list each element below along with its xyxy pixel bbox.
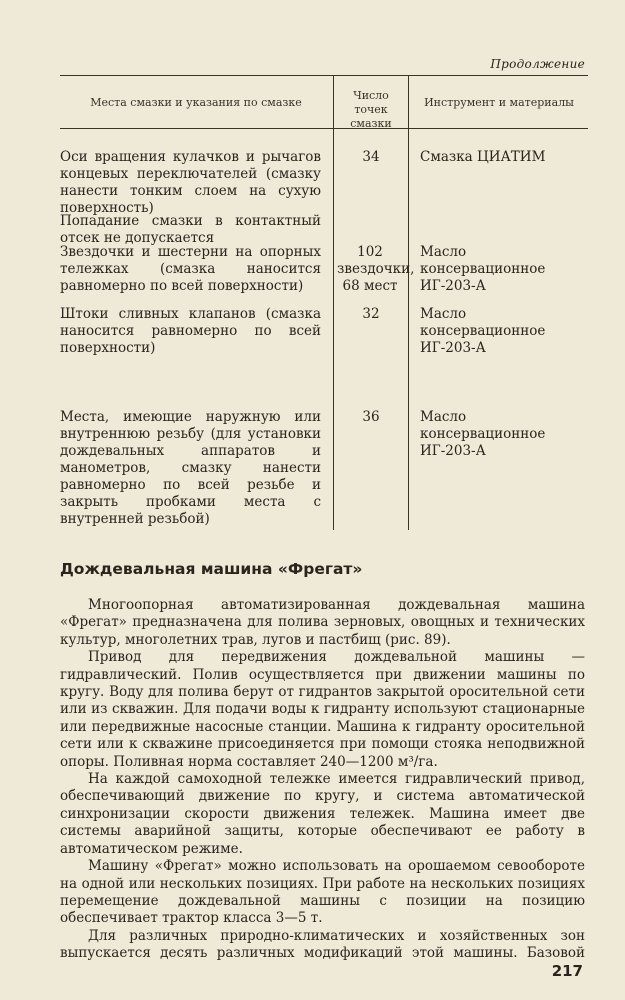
paragraph-5: Для различных природно-климатических и хозяйственных зон выпускается десять различных модификаций этой машины. Базовой	[60, 927, 585, 962]
row-5-tool: Масло консервационное ИГ-203-А	[420, 409, 546, 459]
row-3-tool: Масло консервационное ИГ-203-А	[420, 244, 546, 294]
continued-label: Продолжение	[490, 57, 585, 71]
body-text	[60, 597, 585, 963]
row-4-tool: Масло консервационное ИГ-203-А	[420, 306, 546, 356]
header-place: Места смазки и указания по смазке	[90, 96, 302, 109]
row-5-points: 36	[362, 409, 380, 425]
section-title: Дождевальная машина «Фрегат»	[60, 560, 363, 578]
paragraph-4: Машину «Фрегат» можно использовать на орошаемом севообороте на одной или нескольких позициях. При работе на нескольких позициях перемещение дождевальной машины с позиции на позицию обеспечивает трактор класса 3—5 т.	[60, 858, 585, 927]
paragraph-3: На каждой самоходной тележке имеется гидравлический привод, обеспечивающий движение по кругу, и система автоматической синхронизации скорости движения тележек. Машина имеет две системы аварийной защиты, которые обеспечивают ее работу в автоматическом режиме.	[60, 771, 585, 857]
row-1-points: 34	[362, 149, 380, 165]
page-number: 217	[551, 962, 583, 980]
row-1-place: Оси вращения кулачков и рычагов концевых переключателей (смазку нанести тонким слоем на сухую поверхность)	[60, 149, 321, 216]
table-col-divider-1	[333, 76, 334, 530]
table-header-rule	[60, 128, 588, 129]
paragraph-2: Привод для передвижения дождевальной машины — гидравлический. Полив осуществляется при движении машины по кругу. Воду для полива берут от гидрантов закрытой оросительной сети или из скважин. Для подачи воды к гидранту используют стационарные или передвижные насосные станции. Машина к гидранту оросительной сети или к скважине присоединяется при помощи стояка неподвижной опоры. Поливная норма составляет 240—1200 м³/га.	[60, 649, 585, 770]
header-tool: Инструмент и материалы	[424, 96, 574, 109]
row-4-points: 32	[362, 306, 380, 322]
header-points: Число точек смазки	[350, 89, 392, 130]
paragraph-1: Многоопорная автоматизированная дождевальная машина «Фрегат» предназначена для полива зерновых, овощных и технических культур, многолетних трав, лугов и пастбищ (рис. 89).	[60, 597, 585, 648]
row-1-tool: Смазка ЦИАТИМ	[420, 149, 546, 165]
row-3-place: Звездочки и шестерни на опорных тележках (смазка наносится равномерно по всей поверхности)	[60, 244, 321, 294]
table-col-divider-2	[408, 76, 409, 530]
row-2-place: Попадание смазки в контактный отсек не допускается	[60, 213, 321, 246]
row-3-points: 102 звездочки, 68 мест	[337, 244, 415, 294]
table-top-rule	[60, 75, 588, 76]
row-4-place: Штоки сливных клапанов (смазка наносится равномерно по всей поверхности)	[60, 306, 321, 356]
row-5-place: Места, имеющие наружную или внутреннюю резьбу (для установки дождевальных аппаратов и манометров, смазку нанести равномерно по всей резьбе и закрыть пробками места с внутренней резьбой)	[60, 409, 321, 527]
